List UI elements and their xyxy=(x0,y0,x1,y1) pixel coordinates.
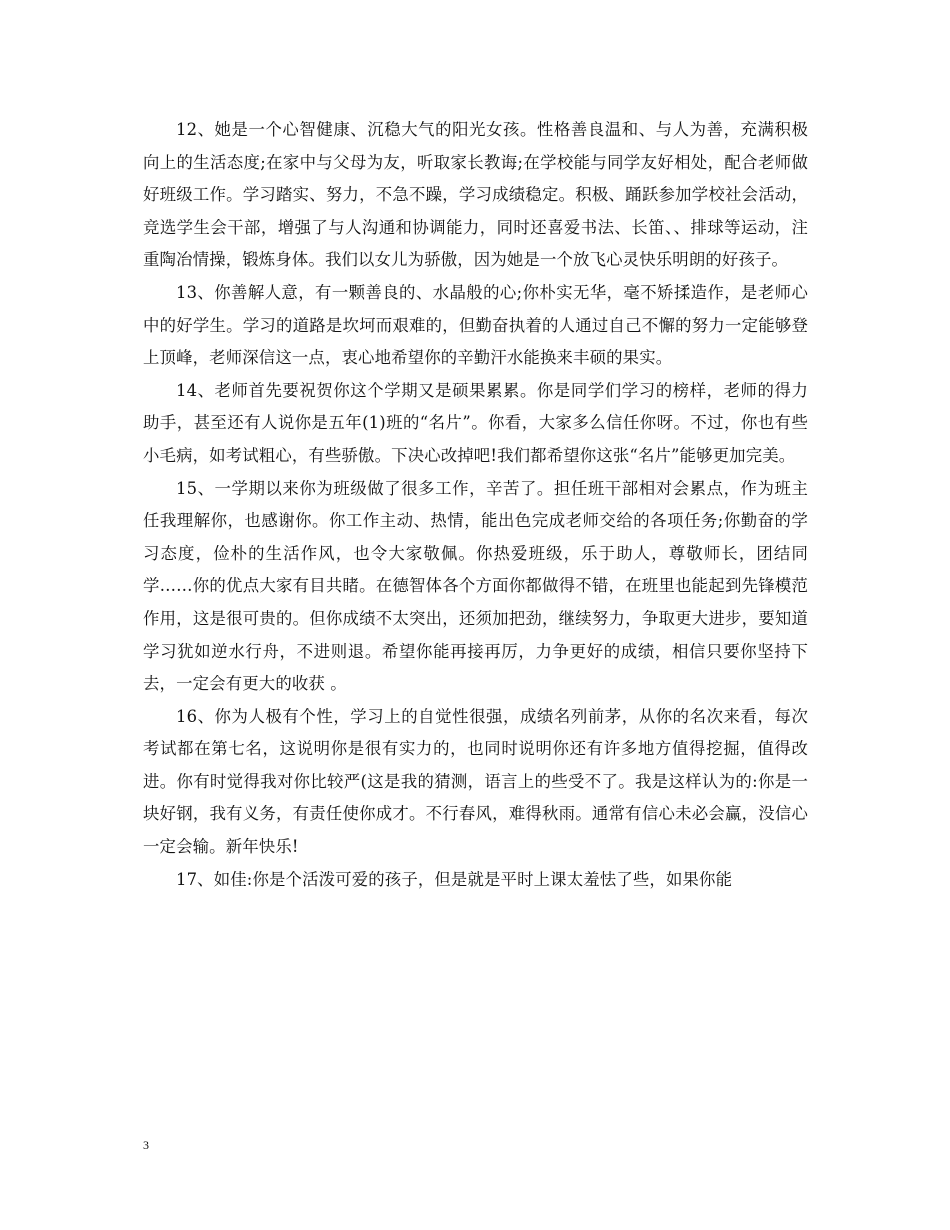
document-body xyxy=(143,114,808,896)
comment-paragraph-14: 14、老师首先要祝贺你这个学期又是硕果累累。你是同学们学习的榜样，老师的得力助手，甚至还有人说你是五年(1)班的“名片”。你看，大家多么信任你呀。不过，你也有些小毛病，如考试粗心，有些骄傲。下决心改掉吧!我们都希望你这张“名片”能够更加完美。 xyxy=(143,380,808,465)
comment-paragraph-15: 15、一学期以来你为班级做了很多工作，辛苦了。担任班干部相对会累点，作为班主任我理解你，也感谢你。你工作主动、热情，能出色完成老师交给的各项任务;你勤奋的学习态度，俭朴的生活作风，也令大家敬佩。你热爱班级，乐于助人，尊敬师长，团结同学……你的优点大家有目共睹。在德智体各个方面你都做得不错，在班里也能起到先锋模范作用，这是很可贵的。但你成绩不太突出，还须加把劲，继续努力，争取更大进步，要知道学习犹如逆水行舟，不进则退。希望你能再接再厉，力争更好的成绩，相信只要你坚持下去，一定会有更大的收获 。 xyxy=(143,478,808,694)
page-number: 3 xyxy=(143,1138,149,1152)
comment-paragraph-12: 12、她是一个心智健康、沉稳大气的阳光女孩。性格善良温和、与人为善，充满积极向上的生活态度;在家中与父母为友，听取家长教诲;在学校能与同学友好相处，配合老师做好班级工作。学习踏实、努力，不急不躁，学习成绩稳定。积极、踊跃参加学校社会活动，竞选学生会干部，增强了与人沟通和协调能力，同时还喜爱书法、长笛、、排球等运动，注重陶冶情操，锻炼身体。我们以女儿为骄傲，因为她是一个放飞心灵快乐明朗的好孩子。 xyxy=(143,120,808,270)
comment-paragraph-13: 13、你善解人意，有一颗善良的、水晶般的心;你朴实无华，毫不矫揉造作，是老师心中的好学生。学习的道路是坎坷而艰难的，但勤奋执着的人通过自己不懈的努力一定能够登上顶峰，老师深信这一点，衷心地希望你的辛勤汗水能换来丰硕的果实。 xyxy=(143,282,808,368)
comment-paragraph-17: 17、如佳:你是个活泼可爱的孩子，但是就是平时上课太羞怯了些，如果你能 xyxy=(176,869,733,889)
comment-paragraph-16: 16、你为人极有个性，学习上的自觉性很强，成绩名列前茅，从你的名次来看，每次考试都在第七名，这说明你是很有实力的，也同时说明你还有许多地方值得挖掘，值得改进。你有时觉得我对你比较严(这是我的猜测，语言上的些受不了。我是这样认为的:你是一块好钢，我有义务，有责任使你成才。不行春风，难得秋雨。通常有信心未必会赢，没信心一定会输。新年快乐! xyxy=(143,706,808,857)
